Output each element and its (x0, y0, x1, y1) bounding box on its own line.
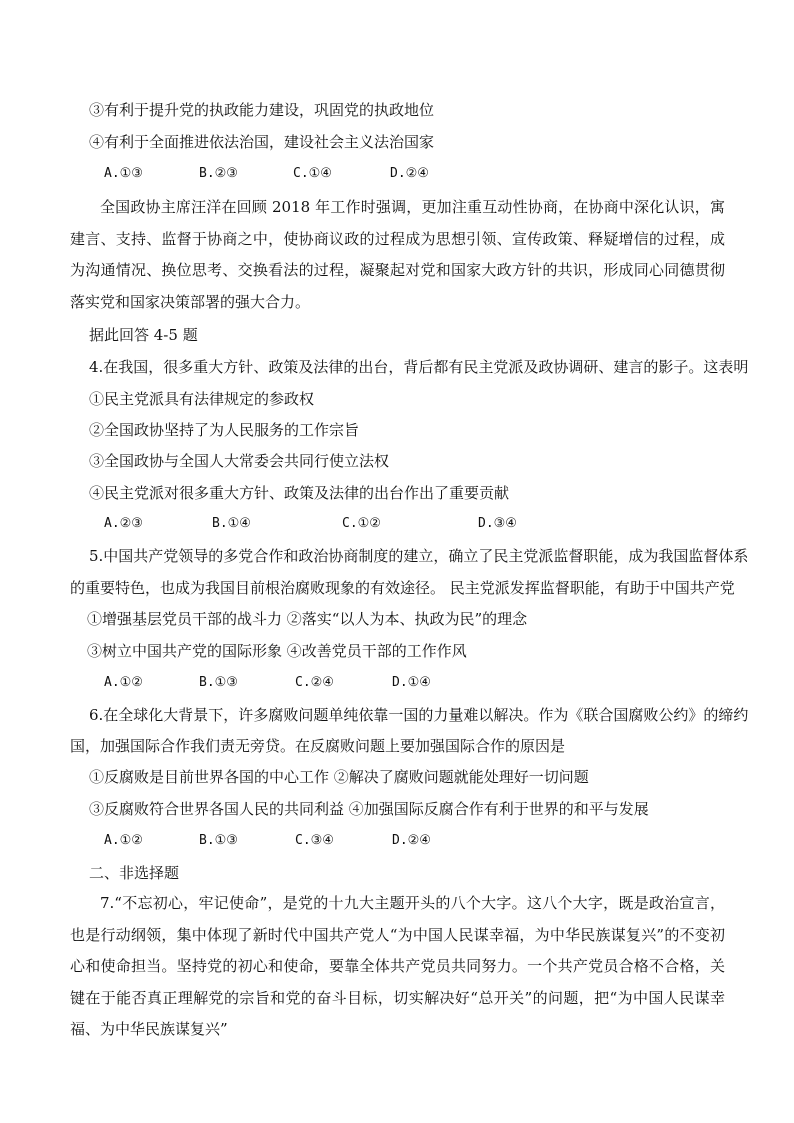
q5-option-b: B.①③ (199, 675, 238, 690)
q3-option-a: A.①③ (104, 166, 143, 181)
q5-option-a: A.①② (104, 675, 143, 690)
q6-option-a: A.①② (104, 833, 143, 848)
q5-stem-line-1: 5.中国共产党领导的多党合作和政治协商制度的建立，确立了民主党派监督职能，成为我国监督体系 (89, 547, 749, 565)
q3-option-b: B.②③ (199, 166, 238, 181)
q6-items-line-2: ③反腐败符合世界各国人民的共同利益 ④加强国际反腐合作有利于世界的和平与发展 (89, 800, 649, 818)
q4-option-c: C.①② (342, 516, 381, 531)
q6-stem-line-1: 6.在全球化大背景下，许多腐败问题单纯依靠一国的力量难以解决。作为《联合国腐败公约》的缔约 (89, 706, 749, 724)
q7-text: 7.“不忘初心，牢记使命”，是党的十九大主题开头的八个大字。这八个大字，既是政治宣言，也是行动纲领，集中体现了新时代中国共产党人“为中国人民谋幸福，为中华民族谋复兴”的不变初心和使命担当。坚持党的初心和使命，要靠全体共产党员共同努力。一个共产党员合格不合格，关键在于能否真正理解党的宗旨和党的奋斗目标，切实解决好“总开关”的问题，把“为中国人民谋幸福、为中华民族谋复兴” (70, 894, 725, 1039)
q6-stem-line-2: 国，加强国际合作我们责无旁贷。在反腐败问题上要加强国际合作的原因是 (70, 737, 566, 755)
q3-option-c: C.①④ (293, 166, 332, 181)
q4-item-1: ①民主党派具有法律规定的参政权 (89, 390, 315, 408)
q5-items-line-2: ③树立中国共产党的国际形象 ④改善党员干部的工作作风 (87, 642, 467, 660)
q5-stem-line-2: 的重要特色，也成为我国目前根治腐败现象的有效途径。 民主党派发挥监督职能，有助于中国共产党 (70, 579, 735, 597)
q4-item-4: ④民主党派对很多重大方针、政策及法律的出台作出了重要贡献 (89, 484, 510, 502)
q5-items-line-1: ①增强基层党员干部的战斗力 ②落实“以人为本、执政为民”的理念 (87, 610, 528, 628)
q6-option-b: B.①③ (199, 833, 238, 848)
material-instruction: 据此回答 4-5 题 (89, 326, 198, 344)
section-2-title: 二、非选择题 (89, 864, 180, 882)
q4-item-3: ③全国政协与全国人大常委会共同行使立法权 (89, 452, 390, 470)
q4-item-2: ②全国政协坚持了为人民服务的工作宗旨 (89, 421, 360, 439)
q4-option-b: B.①④ (212, 516, 251, 531)
q3-item-3: ③有利于提升党的执政能力建设，巩固党的执政地位 (89, 101, 435, 119)
q4-option-a: A.②③ (104, 516, 143, 531)
q6-option-d: D.②④ (392, 833, 431, 848)
q6-items-line-1: ①反腐败是目前世界各国的中心工作 ②解决了腐败问题就能处理好一切问题 (89, 768, 589, 786)
q6-option-c: C.③④ (295, 833, 334, 848)
q3-item-4: ④有利于全面推进依法治国，建设社会主义法治国家 (89, 133, 435, 151)
q3-option-d: D.②④ (390, 166, 429, 181)
q4-option-d: D.③④ (478, 516, 517, 531)
material-passage: 全国政协主席汪洋在回顾 2018 年工作时强调，更加注重互动性协商，在协商中深化认识，寓建言、支持、监督于协商之中，使协商议政的过程成为思想引领、宣传政策、释疑增信的过程，成为沟通情况、换位思考、交换看法的过程，凝聚起对党和国家大政方针的共识，形成同心同德贯彻落实党和国家决策部署的强大合力。 (70, 198, 725, 311)
q5-option-c: C.②④ (295, 675, 334, 690)
q4-stem: 4.在我国，很多重大方针、政策及法律的出台，背后都有民主党派及政协调研、建言的影子。这表明 (89, 358, 749, 376)
q5-option-d: D.①④ (392, 675, 431, 690)
